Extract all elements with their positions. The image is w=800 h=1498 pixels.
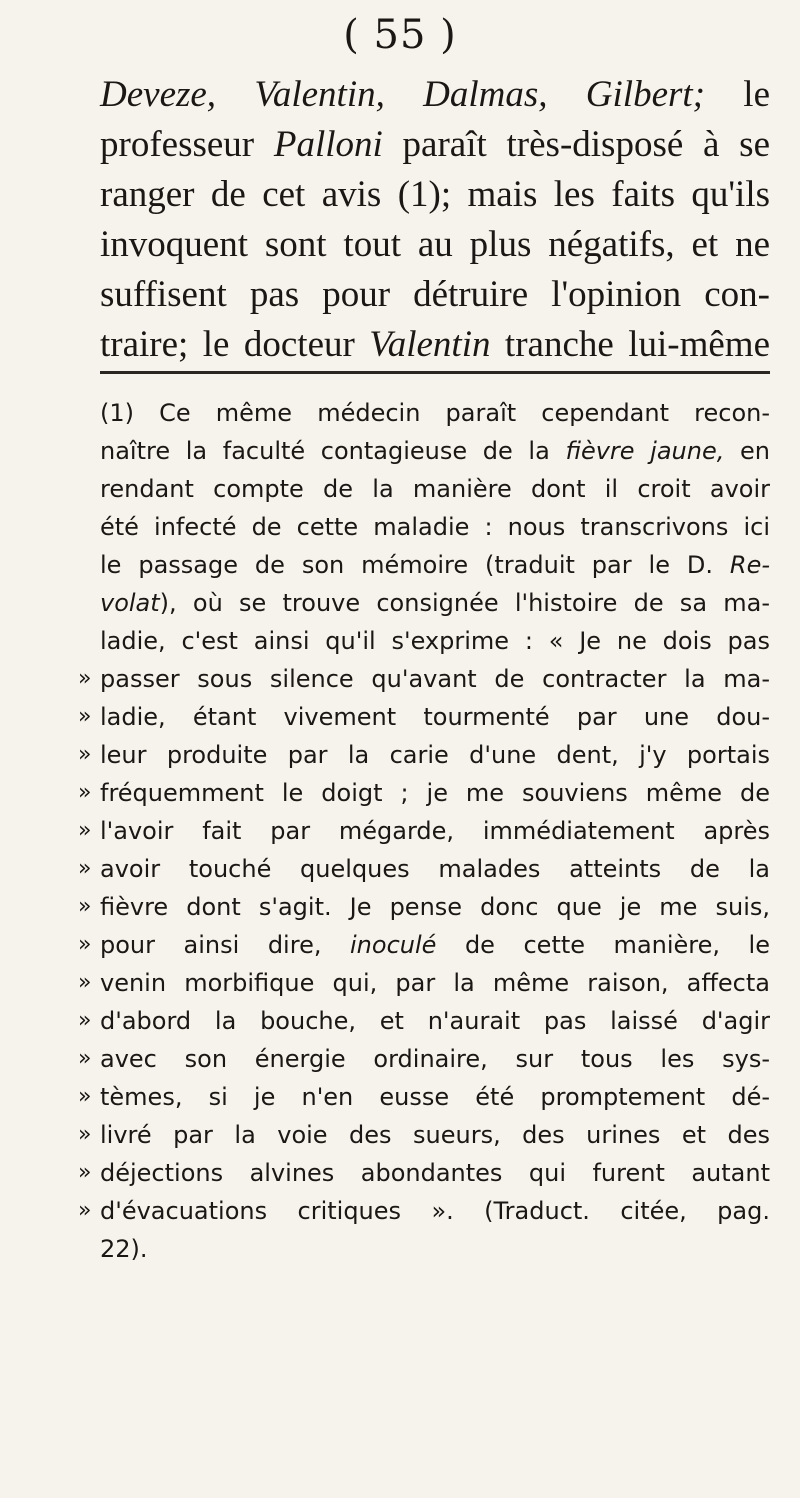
page-number: ( 55 ) — [343, 12, 457, 58]
footnote-line: » passer sous silence qu'avant de contracter la ma- — [100, 660, 770, 698]
footnote-line: » l'avoir fait par mégarde, immédiatement après — [100, 812, 770, 850]
footnote-line: naître la faculté contagieuse de la fièvre jaune, en — [100, 437, 770, 465]
main-text — [100, 70, 770, 370]
text-line: suffisent pas pour détruire l'opinion con- — [100, 274, 770, 315]
footnote-line: ladie, c'est ainsi qu'il s'exprime : « Je ne dois pas — [100, 627, 770, 655]
footnote-line: » d'évacuations critiques ». (Traduct. citée, pag. — [100, 1192, 770, 1230]
footnote-line: » ladie, étant vivement tourmenté par une dou- — [100, 698, 770, 736]
footnote-line: (1) Ce même médecin paraît cependant recon- — [100, 399, 770, 427]
author-name: Valentin — [369, 324, 491, 365]
footnote-line: été infecté de cette maladie : nous transcrivons ici — [100, 513, 770, 541]
quote-mark: » — [78, 1160, 92, 1185]
footnote-line: 22). — [100, 1235, 148, 1263]
footnote-line: » venin morbifique qui, par la même raison, affecta — [100, 964, 770, 1002]
emphasis: inoculé — [350, 931, 437, 959]
quote-mark: » — [78, 1046, 92, 1071]
translator-name: volat — [100, 589, 160, 617]
quote-mark: » — [78, 894, 92, 919]
footnote-divider — [100, 371, 770, 374]
footnote-line: » tèmes, si je n'en eusse été promptement dé- — [100, 1078, 770, 1116]
author-names: Deveze, Valentin, Dalmas, Gilbert; — [100, 74, 705, 115]
footnote-line: » pour ainsi dire, inoculé de cette manière, le — [100, 926, 770, 964]
text-line: ranger de cet avis (1); mais les faits qu'ils — [100, 174, 770, 215]
footnote-line: volat), où se trouve consignée l'histoire de sa ma- — [100, 589, 770, 617]
footnote-line: » fièvre dont s'agit. Je pense donc que je me suis, — [100, 888, 770, 926]
footnote-line: » d'abord la bouche, et n'aurait pas laissé d'agir — [100, 1002, 770, 1040]
quote-mark: » — [78, 932, 92, 957]
quote-mark: » — [78, 1198, 92, 1223]
author-name: Palloni — [273, 124, 383, 165]
quote-mark: » — [78, 742, 92, 767]
disease-name: fièvre jaune, — [565, 437, 725, 465]
footnote-line: le passage de son mémoire (traduit par le D. Re- — [100, 551, 770, 579]
quote-mark: » — [78, 970, 92, 995]
footnote-line: rendant compte de la manière dont il croit avoir — [100, 475, 770, 503]
translator-name: Re- — [729, 551, 770, 579]
quote-mark: » — [78, 1008, 92, 1033]
footnote-line: » déjections alvines abondantes qui furent autant — [100, 1154, 770, 1192]
footnote-line: » avec son énergie ordinaire, sur tous les sys- — [100, 1040, 770, 1078]
footnote-line: » leur produite par la carie d'une dent, j'y portais — [100, 736, 770, 774]
footnote — [78, 394, 770, 1268]
text-line: traire; le docteur Valentin tranche lui-même — [100, 324, 770, 365]
quote-mark: » — [78, 780, 92, 805]
quote-mark: » — [78, 856, 92, 881]
text-line: Deveze, Valentin, Dalmas, Gilbert; le — [100, 74, 770, 115]
footnote-line: » fréquemment le doigt ; je me souviens même de — [100, 774, 770, 812]
quote-mark: » — [78, 1084, 92, 1109]
text-line: invoquent sont tout au plus négatifs, et ne — [100, 224, 770, 265]
quote-mark: » — [78, 1122, 92, 1147]
text-line: professeur Palloni paraît très-disposé à se — [100, 124, 771, 165]
footnote-line: » avoir touché quelques malades atteints de la — [100, 850, 770, 888]
footnote-line: » livré par la voie des sueurs, des urines et des — [100, 1116, 770, 1154]
quote-mark: » — [78, 704, 92, 729]
quote-mark: » — [78, 818, 92, 843]
quote-mark: » — [78, 666, 92, 691]
